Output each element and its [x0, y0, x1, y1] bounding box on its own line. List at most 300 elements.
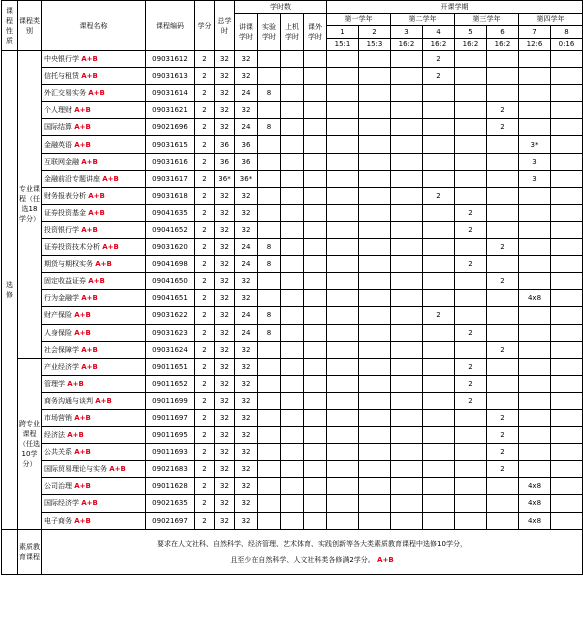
semester-cell-4: 2 [423, 51, 455, 68]
course-total-hours: 32 [215, 358, 235, 375]
course-credit: 2 [195, 273, 215, 290]
semester-cell-2 [359, 68, 391, 85]
course-lecture-hours: 36 [235, 136, 258, 153]
course-extra-hours [304, 204, 327, 221]
course-credit: 2 [195, 102, 215, 119]
grade-mark: A+B [74, 482, 91, 491]
semester-cell-3 [391, 444, 423, 461]
header-year-1: 第一学年 [327, 13, 391, 26]
course-extra-hours [304, 461, 327, 478]
course-code: 09021697 [146, 512, 195, 529]
course-name [42, 358, 146, 375]
semester-cell-8 [551, 478, 583, 495]
course-experiment-hours: 8 [258, 239, 281, 256]
course-extra-hours [304, 375, 327, 392]
semester-cell-6 [487, 307, 519, 324]
grade-mark: A+B [81, 55, 98, 64]
course-experiment-hours [258, 478, 281, 495]
course-machine-hours [281, 102, 304, 119]
course-code: 09041650 [146, 273, 195, 290]
semester-cell-8 [551, 136, 583, 153]
semester-cell-7: 4x8 [519, 478, 551, 495]
header-weeks-1: 15:1 [327, 38, 359, 51]
course-name [42, 102, 146, 119]
semester-cell-7: 4x8 [519, 495, 551, 512]
course-machine-hours [281, 239, 304, 256]
course-experiment-hours [258, 461, 281, 478]
semester-cell-5 [455, 119, 487, 136]
semester-cell-3 [391, 187, 423, 204]
course-machine-hours [281, 85, 304, 102]
semester-cell-8 [551, 187, 583, 204]
grade-mark: A+B [74, 414, 91, 423]
semester-cell-2 [359, 461, 391, 478]
course-lecture-hours: 32 [235, 478, 258, 495]
semester-cell-2 [359, 85, 391, 102]
table-row [2, 170, 583, 187]
course-experiment-hours [258, 358, 281, 375]
course-name-text: 期货与期权实务 [44, 260, 93, 269]
semester-cell-4: 2 [423, 187, 455, 204]
course-credit: 2 [195, 256, 215, 273]
course-experiment-hours [258, 495, 281, 512]
semester-cell-8 [551, 256, 583, 273]
semester-cell-4 [423, 427, 455, 444]
semester-cell-1 [327, 427, 359, 444]
course-extra-hours [304, 153, 327, 170]
semester-cell-3 [391, 290, 423, 307]
semester-cell-2 [359, 119, 391, 136]
course-credit: 2 [195, 153, 215, 170]
semester-cell-5 [455, 478, 487, 495]
course-code: 09041651 [146, 290, 195, 307]
course-lecture-hours: 32 [235, 358, 258, 375]
header-extra-hours: 课外学时 [304, 13, 327, 51]
semester-cell-2 [359, 324, 391, 341]
semester-cell-6 [487, 256, 519, 273]
semester-cell-4 [423, 375, 455, 392]
course-extra-hours [304, 341, 327, 358]
semester-cell-8 [551, 444, 583, 461]
course-machine-hours [281, 307, 304, 324]
grade-mark: A+B [74, 311, 91, 320]
semester-cell-5 [455, 170, 487, 187]
course-name [42, 51, 146, 68]
semester-cell-1 [327, 273, 359, 290]
course-experiment-hours [258, 512, 281, 529]
header-term-2: 2 [359, 26, 391, 39]
semester-cell-8 [551, 392, 583, 409]
semester-cell-8 [551, 119, 583, 136]
course-total-hours: 32 [215, 256, 235, 273]
semester-cell-1 [327, 324, 359, 341]
course-total-hours: 32 [215, 290, 235, 307]
grade-mark: A+B [81, 294, 98, 303]
course-code: 09011651 [146, 358, 195, 375]
table-row [2, 358, 583, 375]
course-machine-hours [281, 221, 304, 238]
semester-cell-5 [455, 341, 487, 358]
header-term-7: 7 [519, 26, 551, 39]
semester-cell-1 [327, 170, 359, 187]
course-machine-hours [281, 375, 304, 392]
semester-cell-8 [551, 409, 583, 426]
semester-cell-3 [391, 358, 423, 375]
semester-cell-2 [359, 495, 391, 512]
course-experiment-hours [258, 375, 281, 392]
table-row [2, 512, 583, 529]
course-name-text: 行为金融学 [44, 294, 79, 303]
course-credit: 2 [195, 170, 215, 187]
semester-cell-4 [423, 512, 455, 529]
semester-cell-6 [487, 392, 519, 409]
semester-cell-7 [519, 85, 551, 102]
semester-cell-8 [551, 495, 583, 512]
category-cross-cell: 跨专业课程（任选10学分） [18, 358, 42, 529]
course-experiment-hours [258, 187, 281, 204]
header-weeks-6: 16:2 [487, 38, 519, 51]
semester-cell-4 [423, 461, 455, 478]
table-row [2, 307, 583, 324]
course-name-text: 产业经济学 [44, 362, 79, 371]
course-lecture-hours: 32 [235, 392, 258, 409]
course-extra-hours [304, 256, 327, 273]
course-extra-hours [304, 119, 327, 136]
general-education-requirement [42, 529, 583, 574]
course-credit: 2 [195, 461, 215, 478]
course-experiment-hours [258, 68, 281, 85]
course-total-hours: 32 [215, 68, 235, 85]
course-credit: 2 [195, 119, 215, 136]
course-credit: 2 [195, 495, 215, 512]
semester-cell-8 [551, 375, 583, 392]
course-credit: 2 [195, 85, 215, 102]
semester-cell-2 [359, 427, 391, 444]
semester-cell-1 [327, 221, 359, 238]
course-code: 09041698 [146, 256, 195, 273]
course-code: 09041652 [146, 221, 195, 238]
course-experiment-hours: 8 [258, 85, 281, 102]
course-lecture-hours: 24 [235, 119, 258, 136]
semester-cell-6 [487, 153, 519, 170]
semester-cell-7 [519, 341, 551, 358]
course-experiment-hours [258, 273, 281, 290]
course-experiment-hours: 8 [258, 256, 281, 273]
course-total-hours: 32 [215, 204, 235, 221]
semester-cell-7 [519, 358, 551, 375]
semester-cell-8 [551, 204, 583, 221]
semester-cell-5 [455, 153, 487, 170]
semester-cell-7 [519, 51, 551, 68]
course-name-text: 管理学 [44, 379, 65, 388]
course-name [42, 290, 146, 307]
course-lecture-hours: 32 [235, 68, 258, 85]
semester-cell-8 [551, 68, 583, 85]
course-name [42, 136, 146, 153]
course-code: 09031616 [146, 153, 195, 170]
semester-cell-4 [423, 478, 455, 495]
semester-cell-1 [327, 239, 359, 256]
semester-cell-8 [551, 51, 583, 68]
semester-cell-6 [487, 375, 519, 392]
semester-cell-3 [391, 85, 423, 102]
course-name-text: 国际贸易理论与实务 [44, 465, 107, 474]
course-total-hours: 36 [215, 153, 235, 170]
semester-cell-6: 2 [487, 102, 519, 119]
course-lecture-hours: 36* [235, 170, 258, 187]
header-hours-group: 学时数 [235, 1, 327, 14]
course-extra-hours [304, 478, 327, 495]
course-experiment-hours [258, 427, 281, 444]
course-lecture-hours: 36 [235, 153, 258, 170]
semester-cell-4 [423, 341, 455, 358]
course-total-hours: 32 [215, 444, 235, 461]
course-total-hours: 32 [215, 409, 235, 426]
semester-cell-1 [327, 68, 359, 85]
semester-cell-1 [327, 51, 359, 68]
course-code: 09031624 [146, 341, 195, 358]
semester-cell-1 [327, 136, 359, 153]
course-lecture-hours: 32 [235, 341, 258, 358]
course-experiment-hours: 8 [258, 307, 281, 324]
grade-mark: A+B [377, 555, 394, 564]
semester-cell-3 [391, 256, 423, 273]
semester-cell-3 [391, 170, 423, 187]
semester-cell-1 [327, 444, 359, 461]
header-total-hours: 总学时 [215, 1, 235, 51]
semester-cell-3 [391, 273, 423, 290]
course-name-text: 国际经济学 [44, 499, 79, 508]
course-credit: 2 [195, 221, 215, 238]
table-row [2, 290, 583, 307]
header-nature: 课程性质 [2, 1, 18, 51]
semester-cell-7 [519, 409, 551, 426]
table-row [2, 102, 583, 119]
course-machine-hours [281, 495, 304, 512]
table-row [2, 409, 583, 426]
course-lecture-hours: 24 [235, 239, 258, 256]
course-machine-hours [281, 409, 304, 426]
course-extra-hours [304, 409, 327, 426]
semester-cell-6 [487, 290, 519, 307]
header-course-name: 课程名称 [42, 1, 146, 51]
semester-cell-6: 2 [487, 444, 519, 461]
semester-cell-3 [391, 427, 423, 444]
semester-cell-6 [487, 495, 519, 512]
grade-mark: A+B [81, 225, 98, 234]
semester-cell-4 [423, 256, 455, 273]
table-row [2, 427, 583, 444]
semester-cell-4 [423, 239, 455, 256]
semester-cell-2 [359, 170, 391, 187]
course-experiment-hours [258, 204, 281, 221]
semester-cell-8 [551, 239, 583, 256]
course-name [42, 307, 146, 324]
grade-mark: A+B [74, 516, 91, 525]
table-row [2, 461, 583, 478]
course-experiment-hours [258, 409, 281, 426]
course-rows [2, 51, 583, 575]
semester-cell-5 [455, 290, 487, 307]
semester-cell-3 [391, 153, 423, 170]
semester-cell-3 [391, 324, 423, 341]
semester-cell-4 [423, 392, 455, 409]
semester-cell-1 [327, 102, 359, 119]
semester-cell-2 [359, 136, 391, 153]
header-term-4: 4 [423, 26, 455, 39]
course-extra-hours [304, 392, 327, 409]
semester-cell-8 [551, 512, 583, 529]
semester-cell-8 [551, 461, 583, 478]
course-credit: 2 [195, 444, 215, 461]
grade-mark: A+B [67, 379, 84, 388]
course-experiment-hours [258, 136, 281, 153]
semester-cell-1 [327, 478, 359, 495]
course-name [42, 478, 146, 495]
course-credit: 2 [195, 324, 215, 341]
header-term-1: 1 [327, 26, 359, 39]
semester-cell-6: 2 [487, 409, 519, 426]
semester-cell-7 [519, 119, 551, 136]
semester-cell-5: 2 [455, 324, 487, 341]
semester-cell-4 [423, 102, 455, 119]
course-extra-hours [304, 187, 327, 204]
course-machine-hours [281, 341, 304, 358]
header-term-5: 5 [455, 26, 487, 39]
course-name [42, 170, 146, 187]
semester-cell-2 [359, 221, 391, 238]
semester-cell-4 [423, 119, 455, 136]
semester-cell-4 [423, 170, 455, 187]
semester-cell-8 [551, 341, 583, 358]
course-code: 09011652 [146, 375, 195, 392]
course-lecture-hours: 32 [235, 375, 258, 392]
course-name-text: 人身保险 [44, 328, 72, 337]
course-total-hours: 32 [215, 341, 235, 358]
semester-cell-2 [359, 256, 391, 273]
semester-cell-5: 2 [455, 392, 487, 409]
course-name [42, 375, 146, 392]
semester-cell-5 [455, 102, 487, 119]
header-term-8: 8 [551, 26, 583, 39]
course-name [42, 495, 146, 512]
course-code: 09011628 [146, 478, 195, 495]
footer-nature-blank [2, 529, 18, 574]
course-experiment-hours [258, 102, 281, 119]
semester-cell-2 [359, 478, 391, 495]
table-row [2, 221, 583, 238]
semester-cell-1 [327, 119, 359, 136]
course-extra-hours [304, 221, 327, 238]
course-machine-hours [281, 461, 304, 478]
semester-cell-8 [551, 427, 583, 444]
requirement-line-2 [43, 552, 581, 568]
semester-cell-6 [487, 204, 519, 221]
course-code: 09011699 [146, 392, 195, 409]
semester-cell-5 [455, 187, 487, 204]
course-name [42, 392, 146, 409]
course-total-hours: 32 [215, 85, 235, 102]
course-lecture-hours: 32 [235, 427, 258, 444]
semester-cell-4: 2 [423, 307, 455, 324]
semester-cell-8 [551, 85, 583, 102]
course-name-text: 外汇交易实务 [44, 89, 86, 98]
course-total-hours: 32 [215, 461, 235, 478]
semester-cell-6: 2 [487, 427, 519, 444]
course-code: 09011693 [146, 444, 195, 461]
course-total-hours: 32 [215, 324, 235, 341]
semester-cell-8 [551, 307, 583, 324]
semester-cell-5: 2 [455, 358, 487, 375]
course-machine-hours [281, 324, 304, 341]
course-total-hours: 32 [215, 239, 235, 256]
semester-cell-5 [455, 239, 487, 256]
semester-cell-8 [551, 102, 583, 119]
semester-cell-2 [359, 307, 391, 324]
semester-cell-3 [391, 51, 423, 68]
course-extra-hours [304, 290, 327, 307]
semester-cell-5 [455, 461, 487, 478]
semester-cell-1 [327, 409, 359, 426]
course-name-text: 公司治理 [44, 482, 72, 491]
semester-cell-6: 2 [487, 119, 519, 136]
semester-cell-6 [487, 324, 519, 341]
semester-cell-3 [391, 136, 423, 153]
course-name-text: 公共关系 [44, 448, 72, 457]
header-year-2: 第二学年 [391, 13, 455, 26]
course-name-text: 证券投资基金 [44, 208, 86, 217]
course-extra-hours [304, 512, 327, 529]
grade-mark: A+B [88, 191, 105, 200]
semester-cell-2 [359, 358, 391, 375]
category-major-cell: 专业课程（任选18学分） [18, 51, 42, 359]
course-name [42, 204, 146, 221]
course-lecture-hours: 24 [235, 85, 258, 102]
semester-cell-4 [423, 136, 455, 153]
course-code: 09031622 [146, 307, 195, 324]
semester-cell-3 [391, 102, 423, 119]
general-education-row [2, 529, 583, 574]
semester-cell-6 [487, 221, 519, 238]
header-year-3: 第三学年 [455, 13, 519, 26]
semester-cell-5: 2 [455, 204, 487, 221]
semester-cell-6 [487, 51, 519, 68]
course-extra-hours [304, 307, 327, 324]
course-experiment-hours [258, 51, 281, 68]
course-machine-hours [281, 68, 304, 85]
semester-cell-3 [391, 119, 423, 136]
grade-mark: A+B [74, 106, 91, 115]
course-code: 09031618 [146, 187, 195, 204]
semester-cell-3 [391, 307, 423, 324]
course-credit: 2 [195, 51, 215, 68]
semester-cell-3 [391, 461, 423, 478]
course-lecture-hours: 32 [235, 444, 258, 461]
table-row [2, 324, 583, 341]
semester-cell-1 [327, 290, 359, 307]
course-lecture-hours: 32 [235, 102, 258, 119]
semester-cell-6 [487, 170, 519, 187]
course-total-hours: 36 [215, 136, 235, 153]
semester-cell-8 [551, 324, 583, 341]
semester-cell-7 [519, 444, 551, 461]
course-credit: 2 [195, 478, 215, 495]
course-total-hours: 32 [215, 273, 235, 290]
semester-cell-6: 2 [487, 341, 519, 358]
course-code: 09021635 [146, 495, 195, 512]
course-name-text: 互联网金融 [44, 157, 79, 166]
course-code: 09021683 [146, 461, 195, 478]
